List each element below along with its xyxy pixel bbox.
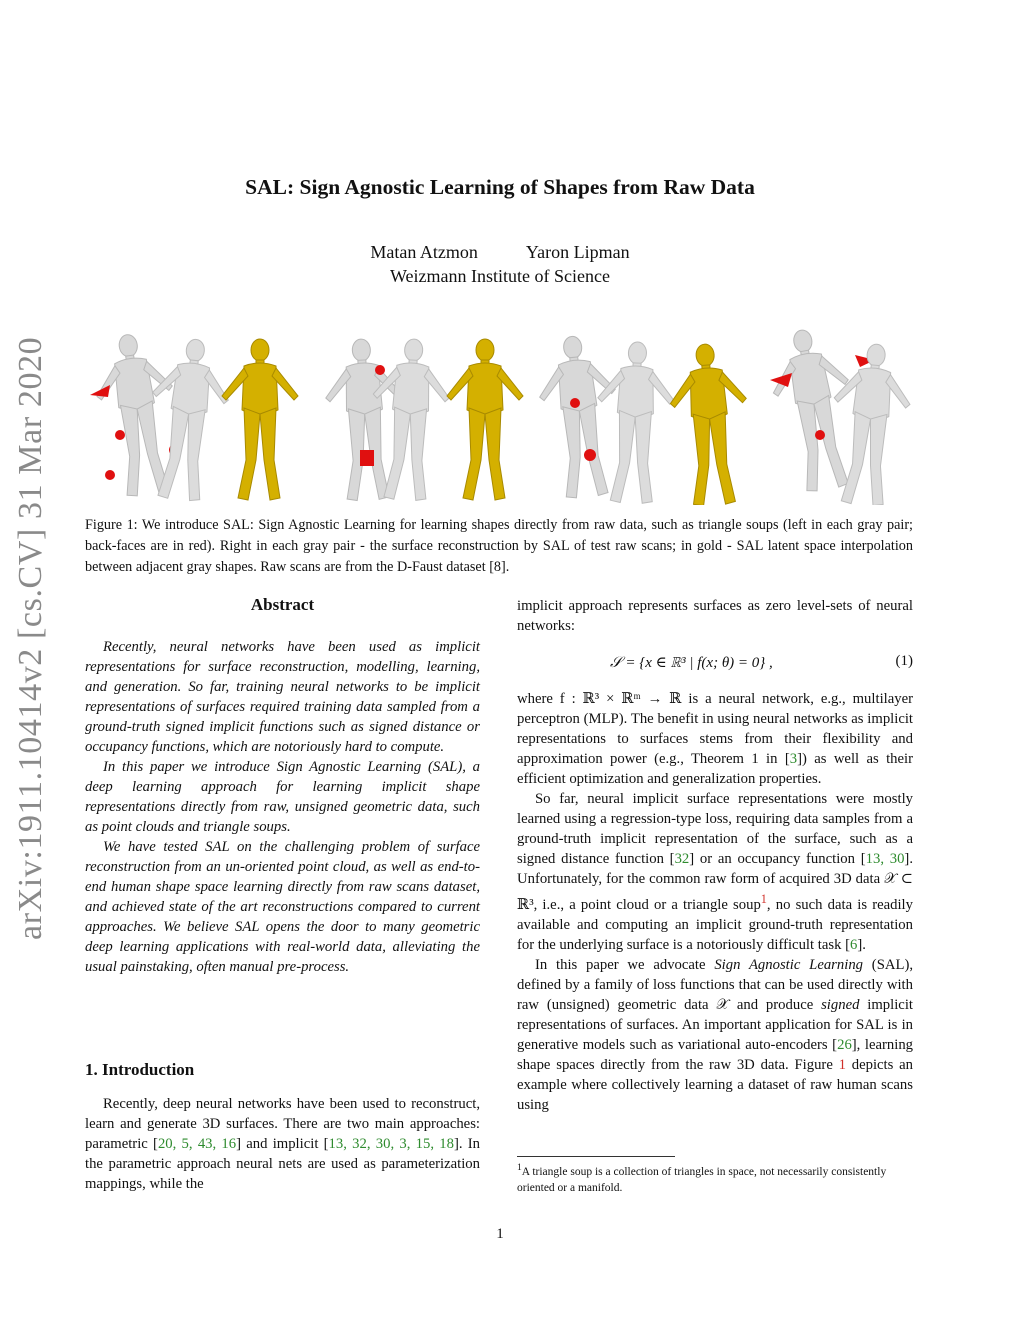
footnote xyxy=(517,1160,913,1196)
interpolation-shape-gold xyxy=(447,339,523,500)
abstract-section xyxy=(85,595,480,977)
figure-1-human-shapes xyxy=(80,325,920,505)
paper-title: SAL: Sign Agnostic Learning of Shapes from Raw Data xyxy=(245,175,755,199)
footnote-text: A triangle soup is a collection of triangles in space, not necessarily consistently oriented or a manifold. xyxy=(517,1165,887,1194)
page-number: 1 xyxy=(496,1226,504,1242)
citation-link[interactable]: 32 xyxy=(674,851,690,867)
intro-paragraph: Recently, deep neural networks have been used to reconstruct, learn and generate 3D surfaces. There are two main approaches: parametric [20, 5, 43, 16] and implicit [13, 32, 30, 3, 15, 18]. In the parametric approach neural nets are used as parameterization mappings, while the xyxy=(85,1096,480,1192)
author-block xyxy=(0,240,1000,288)
interpolation-shape-gold xyxy=(666,342,753,505)
footnote-marker[interactable]: 1 xyxy=(760,892,767,906)
abstract-heading: Abstract xyxy=(250,595,315,614)
body-paragraph: So far, neural implicit surface representations were mostly learned using a regression-type loss, requiring data samples from a ground-truth implicit representation of the surface, such as a signed distance function [32] or an occupancy function [13, 30]. Unfortunately, for the common raw form of acquired 3D data 𝒳 ⊂ ℝ³, i.e., a point cloud or a triangle soup$^1$, no such data is readily available and computing an implicit ground-truth representation for the underlying surface is a notoriously difficult task [6]. xyxy=(517,791,913,953)
citation-link[interactable]: 20, 5, 43, 16 xyxy=(157,1136,237,1152)
author-name: Matan Atzmon xyxy=(370,242,478,262)
introduction-heading: 1. Introduction xyxy=(85,1060,195,1079)
abstract-body xyxy=(85,637,480,977)
footnote-rule xyxy=(517,1156,675,1157)
figure-caption: Figure 1: We introduce SAL: Sign Agnostic Learning for learning shapes directly from raw data, such as triangle soups (left in each gray pair; back-faces are in red). Right in each gray pair - the surface reconstruction by SAL of test raw scans; in gold - SAL latent space interpolation between adjacent gray shapes. Raw scans are from the D-Faust dataset [8]. xyxy=(85,517,913,575)
interpolation-shape-gold xyxy=(222,339,298,500)
footnote-number: 1 xyxy=(517,1162,522,1173)
author-name: Yaron Lipman xyxy=(525,242,630,262)
citation-link[interactable]: 26 xyxy=(837,1036,852,1053)
citation-link[interactable]: 13, 32, 30, 3, 15, 18 xyxy=(328,1136,454,1152)
equation-number: (1) xyxy=(895,653,913,669)
figure-link[interactable]: 1 xyxy=(838,1056,846,1073)
equation-body: 𝒮 = {x ∈ ℝ³ | f(x; θ) = 0} , xyxy=(610,655,773,671)
body-paragraph: In this paper we advocate Sign Agnostic Learning (SAL), defined by a family of loss functions that can be used directly with raw (unsigned) geometric data 𝒳 and produce signed implicit representations of surfaces. An important application for SAL is in generative models such as variational auto-encoders [26], learning shape spaces directly from the raw 3D data. Figure 1 depicts an example where collectively learning a dataset of raw human scans using xyxy=(517,956,914,1113)
body-paragraph: implicit approach represents surfaces as zero level-sets of neural networks: xyxy=(517,598,913,634)
citation-link[interactable]: 6 xyxy=(849,936,858,953)
citation-link[interactable]: 3 xyxy=(789,751,798,767)
abstract-paragraph: In this paper we introduce Sign Agnostic Learning (SAL), a deep learning approach for learning implicit shape representations directly from raw, unsigned geometric data, such as point clouds and triangle soups. xyxy=(85,759,480,835)
triangle-soup-shape xyxy=(534,332,626,500)
arxiv-stamp: arXiv:1911.10414v2 [cs.CV] 31 Mar 2020 xyxy=(12,336,49,940)
abstract-paragraph: Recently, neural networks have been used as implicit representations for surface reconstruction, modelling, learning, and generation. So far, training neural networks to be implicit representations of surfaces required training data sampled from a ground-truth signed implicit functions such as signed distance or occupancy functions, which are notoriously hard to compute. xyxy=(85,639,480,755)
affiliation: Weizmann Institute of Science xyxy=(390,266,610,286)
abstract-paragraph: We have tested SAL on the challenging problem of surface reconstruction from an un-oriented point cloud, as well as end-to-end human shape space learning directly from raw scans dataset, and achieved state of the art reconstructions compared to current approaches. We believe SAL opens the door to many geometric deep learning applications with real-world data, alleviating the usual painstaking, often manual pre-process. xyxy=(85,839,480,975)
body-paragraph: where f : ℝ³ × ℝᵐ → ℝ is a neural network, e.g., multilayer perceptron (MLP). The benefit in using neural networks as implicit representations to surfaces stems from their flexibility and approximation power (e.g., Theorem 1 in [3]) as well as their efficient optimization and generalization properties. xyxy=(517,691,913,787)
introduction-section xyxy=(85,1060,480,1194)
reconstruction-shape xyxy=(594,341,676,505)
right-column-top xyxy=(517,596,913,636)
right-column-body xyxy=(517,689,913,1115)
citation-link[interactable]: 13, 30 xyxy=(865,851,905,867)
